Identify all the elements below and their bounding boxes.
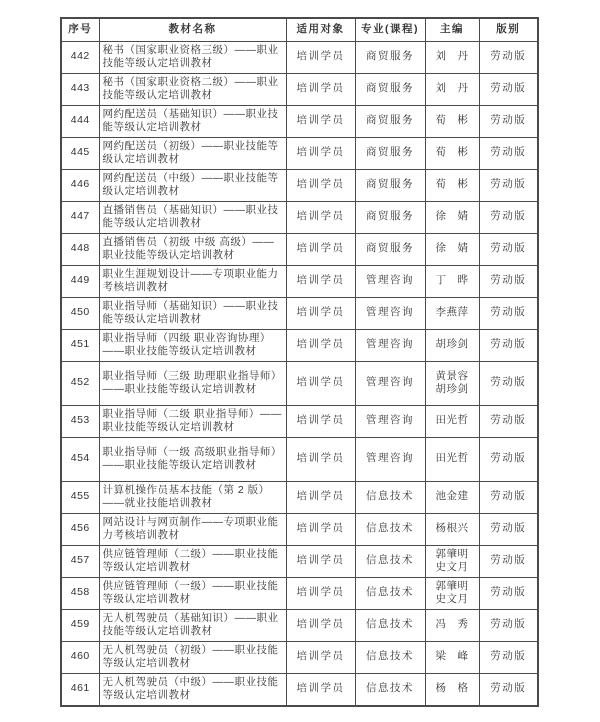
editor-name: 史文月: [435, 593, 469, 605]
cell-title: 职业指导师（四级 职业咨询协理）——职业技能等级认定培训教材: [99, 329, 286, 361]
table-row: [61, 481, 538, 513]
cell-edition: 劳动版: [479, 609, 538, 641]
cell-edition: 劳动版: [479, 405, 538, 437]
cell-no: 458: [61, 577, 99, 609]
cell-no: 446: [61, 169, 99, 201]
cell-major: 管理咨询: [355, 437, 425, 481]
cell-audience: 培训学员: [286, 641, 355, 673]
table-row: [61, 329, 538, 361]
cell-no: 452: [61, 361, 99, 405]
editor-name: 黄景容: [435, 369, 469, 382]
cell-no: 445: [61, 137, 99, 169]
cell-edition: 劳动版: [479, 265, 538, 297]
cell-title: 无人机驾驶员（初级）——职业技能等级认定培训教材: [99, 641, 286, 673]
cell-audience: 培训学员: [286, 105, 355, 137]
cell-audience: 培训学员: [286, 137, 355, 169]
editor-name: 杨根兴: [435, 522, 469, 535]
cell-major: 商贸服务: [355, 201, 425, 233]
header-row: [61, 18, 538, 41]
cell-title: 秘书（国家职业资格二级）——职业技能等级认定培训教材: [99, 73, 286, 105]
cell-major: 商贸服务: [355, 137, 425, 169]
cell-edition: 劳动版: [479, 41, 538, 73]
table-row: [61, 437, 538, 481]
cell-major: 商贸服务: [355, 41, 425, 73]
table-row: [61, 201, 538, 233]
cell-no: 460: [61, 641, 99, 673]
cell-editors: [425, 437, 479, 481]
cell-major: 商贸服务: [355, 73, 425, 105]
cell-audience: 培训学员: [286, 169, 355, 201]
editor-name: 冯 秀: [435, 618, 469, 631]
cell-major: 信息技术: [355, 673, 425, 706]
cell-title: 职业指导师（基础知识）——职业技能等级认定培训教材: [99, 297, 286, 329]
cell-major: 商贸服务: [355, 169, 425, 201]
editor-name: 荀 彬: [435, 114, 469, 127]
cell-editors: [425, 73, 479, 105]
cell-no: 447: [61, 201, 99, 233]
cell-edition: 劳动版: [479, 297, 538, 329]
cell-title: 网约配送员（基础知识）——职业技能等级认定培训教材: [99, 105, 286, 137]
table-row: [61, 169, 538, 201]
editor-name: 徐 婧: [435, 242, 469, 255]
cell-editors: [425, 137, 479, 169]
cell-editors: [425, 481, 479, 513]
table-row: [61, 265, 538, 297]
table-row: [61, 41, 538, 73]
table-row: [61, 137, 538, 169]
table-row: [61, 233, 538, 265]
editor-name: 田光哲: [435, 452, 469, 465]
editor-name: 郭肇明: [435, 547, 469, 560]
editor-name: 刘 丹: [435, 50, 469, 63]
cell-editors: [425, 641, 479, 673]
cell-audience: 培训学员: [286, 405, 355, 437]
table-row: [61, 73, 538, 105]
cell-major: 管理咨询: [355, 329, 425, 361]
cell-edition: 劳动版: [479, 437, 538, 481]
cell-title: 供应链管理师（二级）——职业技能等级认定培训教材: [99, 545, 286, 577]
column-header-editors: 主编: [425, 18, 479, 41]
editor-name: 荀 彬: [435, 178, 469, 191]
cell-editors: [425, 265, 479, 297]
cell-edition: 劳动版: [479, 673, 538, 706]
editor-name: 胡珍剑: [435, 338, 469, 351]
table-row: [61, 361, 538, 405]
cell-no: 454: [61, 437, 99, 481]
column-header-edition: 版别: [479, 18, 538, 41]
cell-no: 449: [61, 265, 99, 297]
cell-editors: [425, 201, 479, 233]
cell-editors: [425, 405, 479, 437]
cell-edition: 劳动版: [479, 73, 538, 105]
cell-title: 直播销售员（初级 中级 高级）——职业技能等级认定培训教材: [99, 233, 286, 265]
editor-name: 荀 彬: [435, 146, 469, 159]
editor-name: 刘 丹: [435, 82, 469, 95]
column-header-audience: 适用对象: [286, 18, 355, 41]
cell-title: 供应链管理师（一级）——职业技能等级认定培训教材: [99, 577, 286, 609]
editor-name: 郭肇明: [435, 579, 469, 592]
cell-no: 456: [61, 513, 99, 545]
table-row: [61, 297, 538, 329]
textbook-table: [60, 17, 539, 707]
cell-major: 商贸服务: [355, 105, 425, 137]
cell-audience: 培训学员: [286, 233, 355, 265]
cell-no: 451: [61, 329, 99, 361]
editor-name: 史文月: [435, 561, 469, 573]
cell-editors: [425, 577, 479, 609]
cell-title: 无人机驾驶员（中级）——职业技能等级认定培训教材: [99, 673, 286, 706]
cell-title: 计算机操作员基本技能（第 2 版）——就业技能培训教材: [99, 481, 286, 513]
cell-editors: [425, 329, 479, 361]
cell-edition: 劳动版: [479, 105, 538, 137]
cell-major: 信息技术: [355, 641, 425, 673]
cell-major: 信息技术: [355, 609, 425, 641]
cell-no: 459: [61, 609, 99, 641]
cell-major: 信息技术: [355, 481, 425, 513]
cell-editors: [425, 41, 479, 73]
cell-edition: 劳动版: [479, 481, 538, 513]
column-header-no: 序号: [61, 18, 99, 41]
cell-no: 443: [61, 73, 99, 105]
cell-no: 448: [61, 233, 99, 265]
table-row: [61, 577, 538, 609]
cell-audience: 培训学员: [286, 673, 355, 706]
cell-audience: 培训学员: [286, 297, 355, 329]
cell-major: 信息技术: [355, 545, 425, 577]
cell-title: 职业指导师（三级 助理职业指导师）——职业技能等级认定培训教材: [99, 361, 286, 405]
cell-no: 444: [61, 105, 99, 137]
table-row: [61, 513, 538, 545]
cell-no: 455: [61, 481, 99, 513]
cell-major: 管理咨询: [355, 361, 425, 405]
table-row: [61, 609, 538, 641]
cell-audience: 培训学员: [286, 577, 355, 609]
cell-no: 457: [61, 545, 99, 577]
cell-no: 461: [61, 673, 99, 706]
cell-major: 商贸服务: [355, 233, 425, 265]
cell-major: 信息技术: [355, 577, 425, 609]
cell-edition: 劳动版: [479, 361, 538, 405]
cell-audience: 培训学员: [286, 361, 355, 405]
column-header-title: 教材名称: [99, 18, 286, 41]
editor-name: 杨 格: [435, 682, 469, 695]
cell-editors: [425, 105, 479, 137]
cell-major: 管理咨询: [355, 297, 425, 329]
cell-audience: 培训学员: [286, 73, 355, 105]
editor-name: 胡珍剑: [435, 383, 469, 395]
cell-audience: 培训学员: [286, 513, 355, 545]
cell-editors: [425, 513, 479, 545]
cell-audience: 培训学员: [286, 265, 355, 297]
cell-major: 管理咨询: [355, 405, 425, 437]
cell-editors: [425, 545, 479, 577]
cell-title: 网约配送员（中级）——职业技能等级认定培训教材: [99, 169, 286, 201]
table-row: [61, 673, 538, 706]
cell-edition: 劳动版: [479, 545, 538, 577]
table-row: [61, 545, 538, 577]
cell-audience: 培训学员: [286, 41, 355, 73]
cell-title: 网约配送员（初级）——职业技能等级认定培训教材: [99, 137, 286, 169]
cell-audience: 培训学员: [286, 201, 355, 233]
editor-name: 池金建: [435, 490, 469, 503]
table-body: [61, 41, 538, 706]
cell-audience: 培训学员: [286, 481, 355, 513]
cell-edition: 劳动版: [479, 201, 538, 233]
editor-name: 徐 婧: [435, 210, 469, 223]
cell-editors: [425, 169, 479, 201]
cell-title: 直播销售员（基础知识）——职业技能等级认定培训教材: [99, 201, 286, 233]
cell-no: 453: [61, 405, 99, 437]
table-row: [61, 105, 538, 137]
cell-title: 职业生涯规划设计——专项职业能力考核培训教材: [99, 265, 286, 297]
cell-title: 无人机驾驶员（基础知识）——职业技能等级认定培训教材: [99, 609, 286, 641]
cell-edition: 劳动版: [479, 329, 538, 361]
cell-editors: [425, 361, 479, 405]
editor-name: 丁 晔: [435, 274, 469, 287]
cell-title: 网站设计与网页制作——专项职业能力考核培训教材: [99, 513, 286, 545]
cell-edition: 劳动版: [479, 577, 538, 609]
cell-edition: 劳动版: [479, 513, 538, 545]
cell-no: 450: [61, 297, 99, 329]
cell-edition: 劳动版: [479, 137, 538, 169]
cell-audience: 培训学员: [286, 545, 355, 577]
table-row: [61, 641, 538, 673]
cell-major: 管理咨询: [355, 265, 425, 297]
cell-editors: [425, 233, 479, 265]
cell-audience: 培训学员: [286, 329, 355, 361]
cell-no: 442: [61, 41, 99, 73]
cell-edition: 劳动版: [479, 233, 538, 265]
table-row: [61, 405, 538, 437]
cell-editors: [425, 297, 479, 329]
cell-edition: 劳动版: [479, 641, 538, 673]
editor-name: 田光哲: [435, 414, 469, 427]
cell-major: 信息技术: [355, 513, 425, 545]
column-header-major: 专业(课程): [355, 18, 425, 41]
cell-edition: 劳动版: [479, 169, 538, 201]
cell-editors: [425, 673, 479, 706]
cell-audience: 培训学员: [286, 437, 355, 481]
cell-title: 职业指导师（二级 职业指导师）——职业技能等级认定培训教材: [99, 405, 286, 437]
editor-name: 李燕萍: [435, 306, 469, 319]
cell-title: 秘书（国家职业资格三级）——职业技能等级认定培训教材: [99, 41, 286, 73]
editor-name: 梁 峰: [435, 650, 469, 663]
cell-audience: 培训学员: [286, 609, 355, 641]
cell-editors: [425, 609, 479, 641]
cell-title: 职业指导师（一级 高级职业指导师）——职业技能等级认定培训教材: [99, 437, 286, 481]
